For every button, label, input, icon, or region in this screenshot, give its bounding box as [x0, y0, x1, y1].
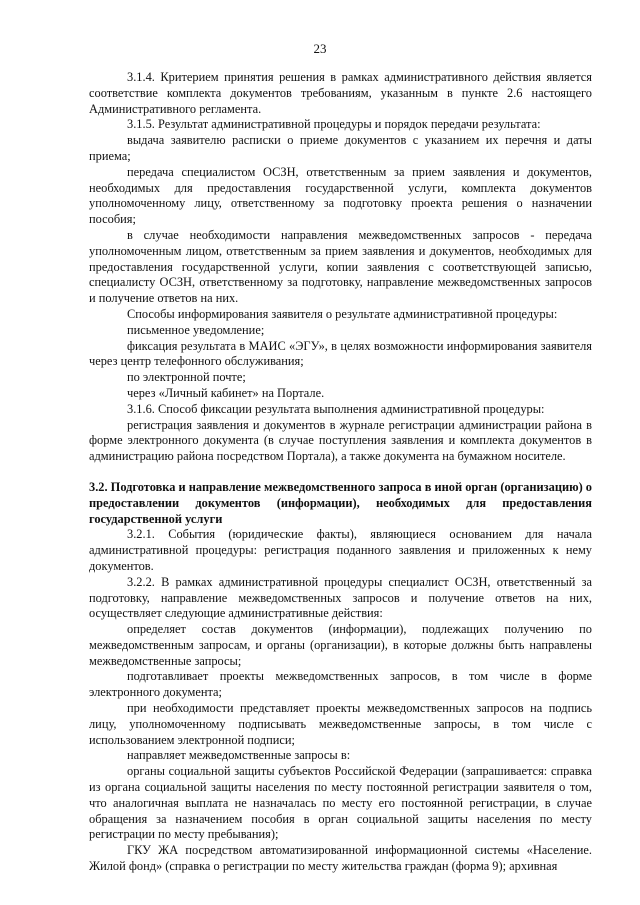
- paragraph-email: по электронной почте;: [127, 370, 246, 385]
- paragraph-sends-to: направляет межведомственные запросы в:: [127, 748, 351, 763]
- paragraph-3-2-2: 3.2.2. В рамках административной процедуры специалист ОСЗН, ответственный за подготовку, направление межведомственных запросов и получение ответов на них, осуществляет следующие административные действия:: [89, 574, 592, 621]
- paragraph-prepares: подготавливает проекты межведомственных запросов, в том числе в форме электронного документа;: [89, 669, 592, 700]
- document-body: [89, 70, 592, 875]
- page-number: 23: [313, 41, 327, 56]
- paragraph-personal-cabinet: через «Личный кабинет» на Портале.: [127, 385, 325, 400]
- paragraph-interagency-transfer: в случае необходимости направления межведомственных запросов - передача уполномоченным лицом, ответственным за прием заявления и документов, необходимых для предоставления государственной услуги, копии заявления с соответствующей записью, специалисту ОСЗН, ответственному за подготовку, направление межведомственных запросов и получение ответов на них.: [89, 227, 592, 306]
- paragraph-mais-egu: фиксация результата в МАИС «ЭГУ», в целях возможности информирования заявителя через центр телефонного обслуживания;: [89, 338, 592, 369]
- paragraph-written-notice: письменное уведомление;: [127, 322, 265, 337]
- paragraph-receipt: выдача заявителю расписки о приеме документов с указанием их перечня и даты приема;: [89, 133, 592, 163]
- paragraph-social-protection: органы социальной защиты субъектов Российской Федерации (запрашивается: справка из органа социальной защиты населения по месту постоянной регистрации заявителя о том, что аналогичная выплата не назначалась по месту его постоянной регистрации, в случае обращения за назначением пособия в орган социальной защиты населения по месту регистрации по месту пребывания);: [89, 764, 592, 842]
- paragraph-3-1-5: 3.1.5. Результат административной процедуры и порядок передачи результата:: [127, 117, 541, 132]
- paragraph-inform-methods: Способы информирования заявителя о результате административной процедуры:: [127, 306, 558, 321]
- paragraph-transfer: передача специалистом ОСЗН, ответственным за прием заявления и документов, необходимых для предоставления государственной услуги, комплекта документов уполномоченному лицу, ответственному за подготовку проекта решения о назначении пособия;: [89, 164, 592, 227]
- paragraph-3-2-1: 3.2.1. События (юридические факты), являющиеся основанием для начала административной процедуры: регистрация поданного заявления и приложенных к нему документов.: [89, 527, 592, 573]
- paragraph-registration: регистрация заявления и документов в журнале регистрации администрации района в форме электронного документа (в случае поступления заявления и комплекта документов в администрацию района посредством Портала), а также документа на бумажном носителе.: [89, 417, 592, 464]
- paragraph-gku-zha: ГКУ ЖА посредством автоматизированной информационной системы «Население. Жилой фонд» (справка о регистрации по месту жительства граждан (форма 9); архивная: [89, 843, 592, 874]
- section-gap: [89, 465, 592, 480]
- paragraph-3-1-6: 3.1.6. Способ фиксации результата выполнения административной процедуры:: [127, 401, 545, 416]
- paragraph-3-1-4: 3.1.4. Критерием принятия решения в рамках административного действия является соответствие комплекта документов требованиям, указанным в пункте 2.6 настоящего Административного регламента.: [89, 70, 592, 116]
- section-heading-3-2: 3.2. Подготовка и направление межведомственного запроса в иной орган (организацию) о предоставлении документов (информации), необходимых для предоставления государственной услуги: [89, 479, 592, 526]
- paragraph-submits: при необходимости представляет проекты межведомственных запросов на подпись лицу, уполномоченному подписывать межведомственные запросы, в том числе с использованием электронной подписи;: [89, 701, 592, 747]
- paragraph-determines: определяет состав документов (информации), подлежащих получению по межведомственным запросам, и органы (организации), в которые должны быть направлены межведомственные запросы;: [89, 622, 592, 668]
